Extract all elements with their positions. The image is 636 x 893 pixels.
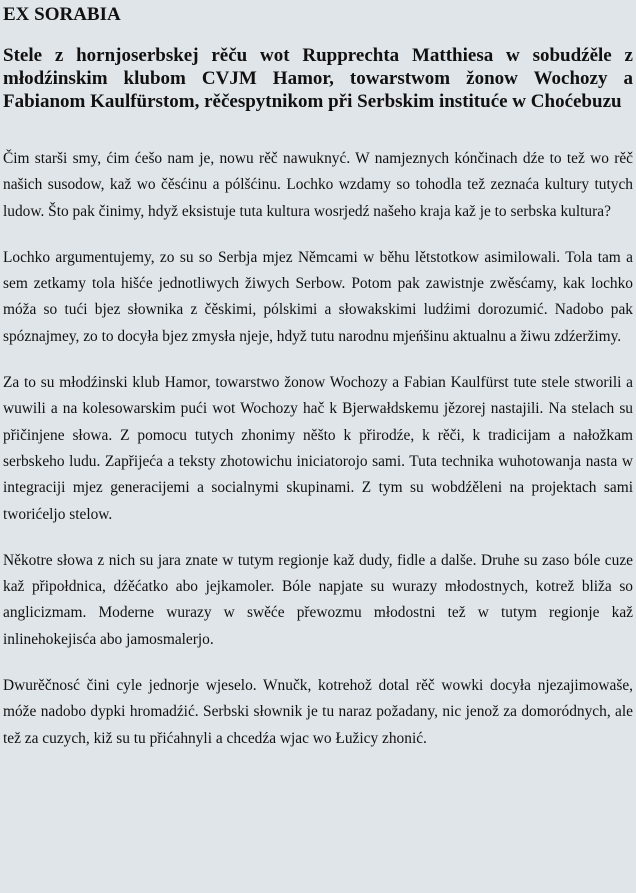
- paragraph-1: Čim starši smy, ćim ćešo nam je, nowu rěč nawuknyć. W namjeznych kónčinach dźe to tež wo rěč našich susodow, kaž wo čěsćinu a pólšćinu. Lochko wzdamy so tohodla tež zeznaća kultury tutych ludow. Što pak činimy, hdyž eksistuje tuta kultura wosrjedź našeho kraja kaž je to serbska kultura?: [3, 150, 633, 220]
- paragraph-3: Za to su młodźinski klub Hamor, towarstwo žonow Wochozy a Fabian Kaulfürst tute stele stworili a wuwili a na kolesowarskim pući wot Wochozy hač k Bjerwałdskemu jězorej nastajili. Na stelach su přičinjene słowa. Z pomocu tutych zhonimy něšto k přirodźe, k rěči, k tradicijam a nałožkam serbskeho ludu. Zapřijeća a teksty zhotowichu iniciatorojo sami. Tuta technika wuhotowanja nasta w integraciji mjez generacijemi a socialnymi skupinami. Z tym su wobdźěleni na projektach sami tworićeljo stelow.: [3, 374, 633, 523]
- paragraph-5: Dwurěčnosć čini cyle jednorje wjeselo. Wnučk, kotrehož dotal rěč wowki docyła njezajimowaše, móže nadobo dypki hromadźić. Serbski słownik je tu naraz požadany, nic jenož za domoródnych, ale tež za cuzych, kiž su tu přićahnyli a chcedźa wjac wo Łužicy zhonić.: [3, 677, 633, 747]
- paragraph-4: Někotre słowa z nich su jara znate w tutym regionje kaž dudy, fidle a dalše. Druhe su zaso bóle cuze kaž připołdnica, dźěćatko abo jejkamoler. Bóle napjate su wurazy młodostnych, kotrež bliža so anglicizmam. Moderne wurazy w swěće přewozmu młodostni tež w tutym regionje kaž inlinehokejisća abo jamosmalerjo.: [3, 551, 633, 648]
- article-title: Stele z hornjoserbskej rěču wot Rupprechta Matthiesa w sobudźěle z młodźinskim klubom CVJM Hamor, towarstwom žonow Wochozy a Fabianom Kaulfürstom, rěčespytnikom při Serbskim instituće w Choćebuzu: [3, 45, 633, 112]
- section-header: EX SORABIA: [3, 4, 121, 25]
- paragraph-2: Lochko argumentujemy, zo su so Serbja mjez Němcami w běhu lětstotkow asimilowali. Tola tam a sem zetkamy tola hišće jednotliwych žiwych Serbow. Potom pak zawistnje zwěsćamy, kak lochko móža so tući bjez słownika z čěskimi, pólskimi a słowakskimi ludźimi dorozumić. Nadobo pak spóznajmey, zo to docyła bjez zmysła njeje, hdyž tutu narodnu mjeńšinu aktualnu a žiwu zdźeržimy.: [3, 248, 633, 345]
